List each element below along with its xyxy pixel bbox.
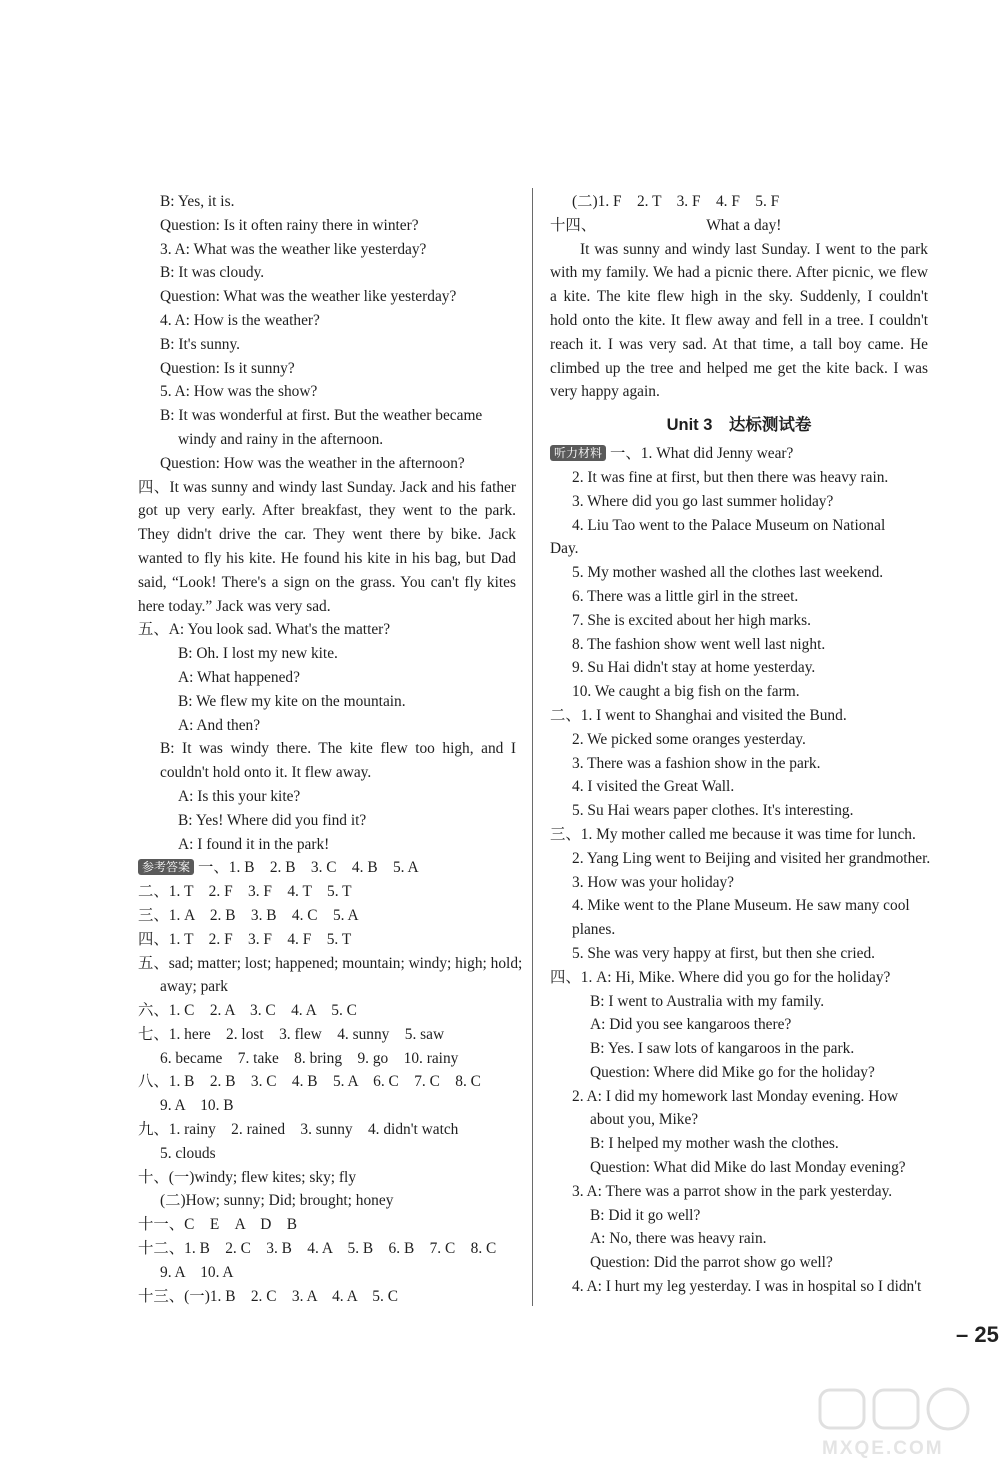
listening-line: 3. A: There was a parrot show in the park yesterday.: [572, 1182, 893, 1200]
answer-line: 二、1. T 2. F 3. F 4. T 5. T: [138, 883, 352, 901]
answers-header-line: [138, 856, 516, 880]
listening-line: 4. A: I hurt my leg yesterday. I was in hospital so I didn't: [572, 1278, 922, 1296]
watermark-text: MXQE.COM: [822, 1438, 944, 1459]
answer-line: 6. became 7. take 8. bring 9. go 10. rainy: [160, 1049, 459, 1067]
dialogue-line: windy and rainy in the afternoon.: [178, 430, 384, 448]
answer-line: 六、1. C 2. A 3. C 4. A 5. C: [138, 1002, 357, 1020]
passage-section-4: 四、It was sunny and windy last Sunday. Jack and his father got up very early. After breakfast, they went to the park. They didn't drive the car. They went there by bike. Jack wanted to fly his kite. He found his kite in his bag, but Dad said, “Look! There's a sign on the grass. You can't fly kites here today.” Jack was very sad.: [138, 478, 516, 615]
listening-line: 3. How was your holiday?: [572, 873, 734, 891]
answer-line: 5. clouds: [160, 1144, 216, 1162]
dialogue-line: Question: What was the weather like yesterday?: [160, 288, 457, 306]
listening-line: 4. Liu Tao went to the Palace Museum on National: [572, 516, 886, 534]
dialogue-line: B: Yes, it is.: [160, 193, 235, 210]
essay-body: It was sunny and windy last Sunday. I went to the park with my family. We had a picnic there. After picnic, we flew a kite. The kite flew high in the sky. Suddenly, I couldn't hold onto the kite. It flew away and fell in a tree. I couldn't reach it. I was very sad. At that time, a tall boy came. He climbed up the tree and helped me get the kite back. I was very happy again.: [550, 240, 928, 401]
dialogue-line: B: Oh. I lost my new kite.: [178, 645, 338, 663]
answers-13-part2: (二)1. F 2. T 3. F 4. F 5. F: [572, 193, 780, 210]
listening-line: 7. She is excited about her high marks.: [572, 611, 811, 629]
dialogue-line: A: What happened?: [178, 668, 300, 686]
answer-line: 七、1. here 2. lost 3. flew 4. sunny 5. saw: [138, 1025, 445, 1043]
answer-key-badge: 参考答案: [138, 859, 194, 875]
dialogue-line: A: And then?: [178, 716, 261, 734]
essay-title: What a day!: [706, 216, 782, 234]
listening-line: A: No, there was heavy rain.: [590, 1230, 767, 1248]
dialogue-line: 五、A: You look sad. What's the matter?: [138, 621, 391, 639]
listening-line: B: Yes. I saw lots of kangaroos in the park.: [590, 1040, 855, 1058]
listening-line: 3. Where did you go last summer holiday?: [572, 492, 834, 510]
listening-first-line: 一、1. What did Jenny wear?: [610, 445, 794, 463]
answer-line: 四、1. T 2. F 3. F 4. F 5. T: [138, 930, 352, 948]
listening-line: 2. Yang Ling went to Beijing and visited her grandmother.: [572, 849, 931, 867]
left-column: [138, 190, 523, 1308]
answers-first-line: 一、1. B 2. B 3. C 4. B 5. A: [198, 859, 419, 877]
listening-line: Day.: [550, 540, 579, 558]
listening-line: 4. I visited the Great Wall.: [572, 778, 735, 796]
watermark-logo: [812, 1384, 982, 1462]
listening-line: 3. There was a fashion show in the park.: [572, 754, 821, 772]
listening-line: 5. Su Hai wears paper clothes. It's interesting.: [572, 802, 854, 820]
unit-title: Unit 3 达标测试卷: [666, 416, 812, 435]
listening-line: 10. We caught a big fish on the farm.: [572, 683, 800, 701]
listening-line: 三、1. My mother called me because it was time for lunch.: [550, 825, 916, 843]
listening-dialogues-part3: [138, 190, 516, 476]
listening-line: 8. The fashion show went well last night.: [572, 635, 826, 653]
listening-line: 5. My mother washed all the clothes last weekend.: [572, 564, 884, 582]
dialogue-line: 3. A: What was the weather like yesterday?: [160, 240, 427, 258]
answer-line: 十、(一)windy; flew kites; sky; fly: [138, 1168, 357, 1186]
answer-line: 八、1. B 2. B 3. C 4. B 5. A 6. C 7. C 8. C: [138, 1073, 481, 1091]
answer-line: 十三、(一)1. B 2. C 3. A 4. A 5. C: [138, 1287, 398, 1305]
answer-line: 九、1. rainy 2. rained 3. sunny 4. didn't watch: [138, 1121, 459, 1139]
dialogue-line: Question: Is it sunny?: [160, 359, 295, 377]
essay-label: 十四、: [550, 216, 597, 234]
dialogue-line: B: We flew my kite on the mountain.: [178, 692, 406, 710]
listening-line: B: I went to Australia with my family.: [590, 992, 825, 1010]
answer-key-list: [138, 880, 523, 1308]
listening-line: Question: Where did Mike go for the holiday?: [590, 1063, 875, 1081]
dialogue-line: 4. A: How is the weather?: [160, 311, 320, 329]
dialogue-section-5: [138, 618, 516, 737]
listening-material-list: [550, 466, 931, 1299]
dialogue-line-kite: B: It was windy there. The kite flew too high, and I couldn't hold onto it. It flew away.: [160, 740, 516, 782]
listening-line: 5. She was very happy at first, but then she cried.: [572, 944, 876, 962]
dialogue-line: Question: Is it often rainy there in winter?: [160, 216, 419, 234]
listening-line: 4. Mike went to the Plane Museum. He saw many cool: [572, 897, 910, 915]
listening-line: 2. We picked some oranges yesterday.: [572, 730, 806, 748]
dialogue-line: A: Is this your kite?: [178, 787, 301, 805]
answer-line: away; park: [160, 978, 228, 996]
page-number: – 25: [956, 1322, 999, 1347]
answer-line: 十一、C E A D B: [138, 1216, 298, 1234]
right-column: [550, 190, 931, 1299]
listening-line: A: Did you see kangaroos there?: [590, 1016, 792, 1034]
listening-line: 四、1. A: Hi, Mike. Where did you go for the holiday?: [550, 968, 891, 986]
listening-line: 2. A: I did my homework last Monday evening. How: [572, 1087, 899, 1105]
dialogue-line: B: It's sunny.: [160, 335, 241, 353]
dialogue-line: 5. A: How was the show?: [160, 383, 318, 401]
listening-line: B: I helped my mother wash the clothes.: [590, 1135, 839, 1153]
listening-line: Question: What did Mike do last Monday evening?: [590, 1159, 906, 1177]
watermark-icon: [820, 1389, 968, 1429]
dialogue-line: B: Yes! Where did you find it?: [178, 811, 367, 829]
answer-line: 9. A 10. A: [160, 1263, 234, 1281]
listening-line: 6. There was a little girl in the street.: [572, 587, 799, 605]
dialogue-line: B: It was wonderful at first. But the weather became: [160, 407, 483, 425]
answer-line: 五、sad; matter; lost; happened; mountain; windy; high; hold;: [138, 954, 523, 972]
listening-line: B: Did it go well?: [590, 1206, 701, 1224]
answer-line: (二)How; sunny; Did; brought; honey: [160, 1192, 394, 1210]
dialogue-section-5-end: [138, 785, 516, 856]
listening-line: 2. It was fine at first, but then there was heavy rain.: [572, 468, 889, 486]
dialogue-line: Question: How was the weather in the afternoon?: [160, 454, 465, 472]
dialogue-line: A: I found it in the park!: [178, 835, 330, 853]
listening-material-badge: 听力材料: [550, 445, 606, 461]
answer-line: 三、1. A 2. B 3. B 4. C 5. A: [138, 906, 359, 924]
listening-line: 9. Su Hai didn't stay at home yesterday.: [572, 659, 816, 677]
listening-line: about you, Mike?: [590, 1111, 699, 1129]
listening-header-line: [550, 442, 928, 466]
dialogue-line: B: It was cloudy.: [160, 264, 265, 282]
column-divider: [532, 188, 533, 1306]
listening-line: planes.: [572, 921, 616, 939]
listening-line: Question: Did the parrot show go well?: [590, 1254, 833, 1272]
essay-header: [550, 214, 928, 238]
answer-line: 9. A 10. B: [160, 1097, 234, 1115]
listening-line: 二、1. I went to Shanghai and visited the Bund.: [550, 706, 847, 724]
answer-line: 十二、1. B 2. C 3. B 4. A 5. B 6. B 7. C 8. C: [138, 1240, 497, 1258]
